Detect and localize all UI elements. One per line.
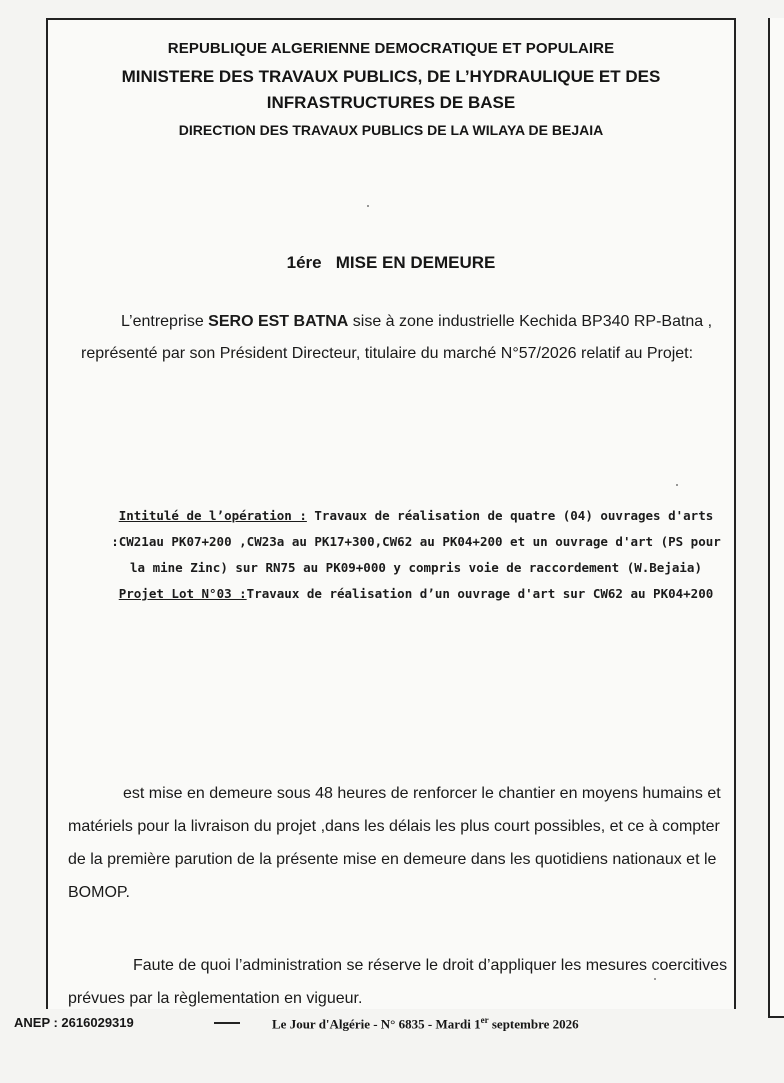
- header-republic: REPUBLIQUE ALGERIENNE DEMOCRATIQUE ET POPULAIRE: [167, 40, 615, 57]
- footer-dash: [214, 1022, 240, 1024]
- print-speck: [367, 205, 369, 207]
- newspaper-reference: [268, 1015, 583, 1032]
- demand-text: est mise en demeure sous 48 heures de renforcer le chantier en moyens humains et matériels pour la livraison du projet ,dans les délais les plus court possibles, et ce à compter de la première parution de la présente mise en demeure dans les quotidiens nationaux et le BOMOP.: [68, 785, 721, 901]
- header-ministry-cont: INFRASTRUCTURES DE BASE: [266, 93, 516, 112]
- header: [48, 37, 734, 144]
- newspaper-text: Le Jour d'Algérie - N° 6835 - Mardi 1: [272, 1016, 481, 1032]
- company-details: sise à zone industrielle Kechida BP340 RP-Batna , représenté par son Président Directeur, titulaire du marché N°57/2026 relatif au Projet:: [81, 313, 713, 362]
- lot-text: Travaux de réalisation d’un ouvrage d'art sur CW62 au PK04+200: [246, 586, 714, 601]
- company-prefix: L’entreprise: [121, 313, 209, 330]
- notice-frame: [46, 18, 736, 1018]
- paragraph-company: [81, 306, 731, 370]
- paragraph-consequence: [68, 949, 733, 1015]
- notice-title: 1ére MISE EN DEMEURE: [286, 253, 496, 272]
- adjacent-column-border: [768, 18, 784, 1018]
- header-ministry: MINISTERE DES TRAVAUX PUBLICS, DE L’HYDRAULIQUE ET DES: [121, 67, 661, 86]
- print-speck: [654, 978, 656, 980]
- operation-block: [106, 503, 726, 607]
- lot-label: Projet Lot N°03 :: [118, 586, 247, 601]
- anep-reference: ANEP : 2616029319: [14, 1015, 138, 1030]
- operation-text: Travaux de réalisation de quatre (04) ouvrages d'arts :CW21au PK07+200 ,CW23a au PK17+300,CW62 au PK04+200 et un ouvrage d'art (PS pour la mine Zinc) sur RN75 au PK09+000 y compris voie de raccordement (W.Bejaia): [111, 508, 721, 575]
- newspaper-sup: er: [480, 1015, 489, 1025]
- operation-label: Intitulé de l’opération :: [118, 508, 307, 523]
- consequence-text: Faute de quoi l’administration se réserve le droit d’appliquer les mesures coercitives prévues par la règlementation en vigueur.: [68, 957, 728, 1007]
- header-direction: DIRECTION DES TRAVAUX PUBLICS DE LA WILAYA DE BEJAIA: [178, 122, 604, 138]
- newspaper-date: septembre 2026: [488, 1016, 579, 1032]
- paragraph-demand: [68, 777, 733, 909]
- company-name: SERO EST BATNA: [208, 313, 349, 330]
- print-speck: [676, 484, 678, 486]
